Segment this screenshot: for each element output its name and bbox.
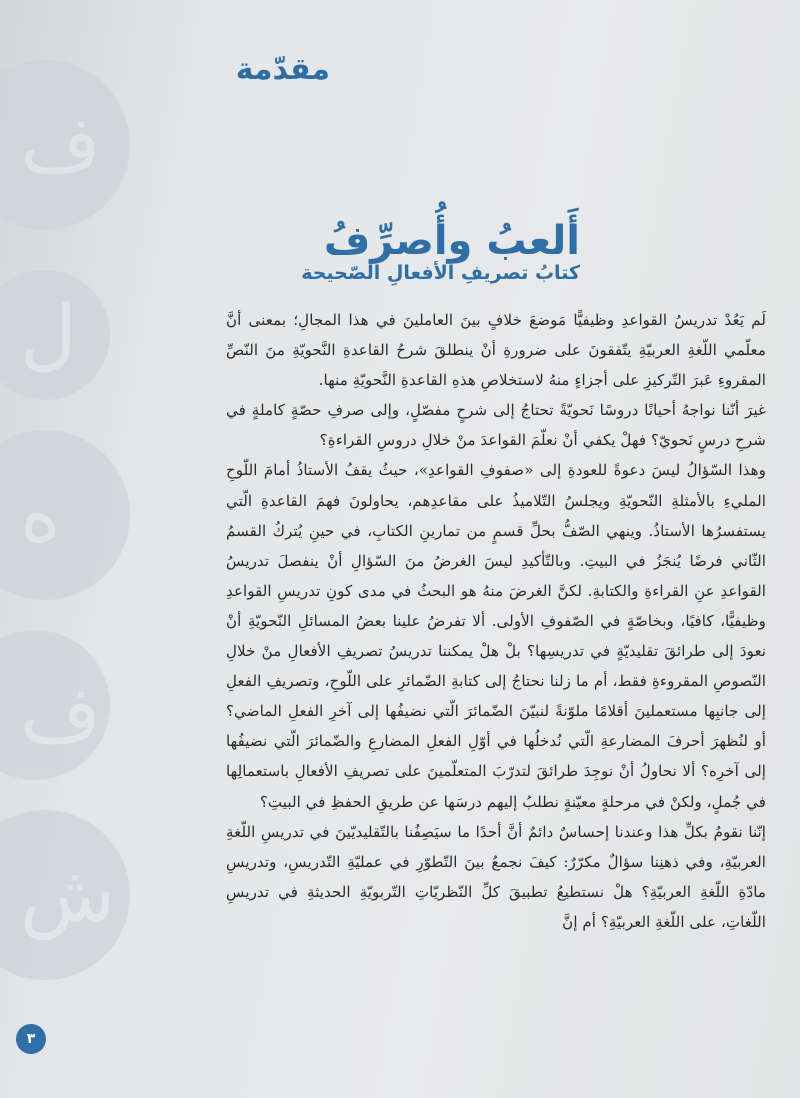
book-title: أَلعبُ وأُصرِّفُ (323, 218, 580, 264)
decorative-letter-circle (0, 810, 130, 980)
paragraph: لَم يَعُدْ تدريسُ القواعدِ وظيفيًّا مَوضعَ خلافٍ بينَ العاملينَ في هذا المجالِ؛ بمعنى أنَّ معلّمي اللّغةِ العربيّةِ يتّفقونَ على ضرورةِ أنْ ينطلقَ شرحُ القاعدةِ النَّحويّةِ منَ النّصِّ المقروءِ عَبرَ التّركيزِ على أجزاءٍ منهُ لاستخلاصِ هذهِ القاعدةِ النَّحويّةِ منها. (226, 311, 766, 390)
decorative-letter-circle (0, 270, 110, 400)
decorative-letter-circle (0, 60, 130, 230)
paragraph: إنّنا نقومُ بكلِّ هذا وعندنا إحساسٌ دائمٌ أنَّ أحدًا ما سيَصِفُنا بالتّقليديّينَ في تدريسِ اللّغةِ العربيّةِ، وفي ذهنِنا سؤالٌ مكرّرٌ: كيفَ نجمعُ بينَ التّطوّرِ في عمليّةِ التّدريسِ، وتدريسِ مادّةِ اللّغةِ العربيّةِ؟ هلْ نستطيعُ تطبيقَ كلِّ النّظريّاتِ التّربويّةِ الحديثةِ في تدريسِ اللّغاتِ، على اللّغةِ العربيّةِ؟ أم إنَّ (226, 822, 766, 931)
introduction-body (226, 305, 766, 937)
decorative-letter: ه (20, 470, 61, 560)
book-subtitle: كتابُ تصريفِ الأفعالِ الصّحيحة (301, 262, 580, 284)
decorative-letter: ل (20, 290, 77, 380)
decorative-letter-circle (0, 630, 110, 780)
decorative-letter: ف (20, 670, 101, 760)
decorative-letter-circle (0, 430, 130, 600)
section-title: مقدّمة (235, 52, 330, 87)
paragraph: غيرَ أنّنا نواجهُ أحيانًا دروسًا نَحويّةً تحتاجُ إلى شرحٍ مفصّلٍ، وإلى صرفِ حصّةٍ كاملةٍ في شرحِ درسٍ نَحويّ؟ فهلْ يكفي أنْ نعلّمَ القواعدَ منْ خلالِ دروسِ القراءةِ؟ (226, 401, 766, 450)
page-number-badge: ٣ (16, 1024, 46, 1054)
paragraph: وهذا السّؤالُ ليسَ دعوةً للعودةِ إلى «صفوفِ القواعدِ»، حيثُ يقفُ الأستاذُ أمامَ اللّوحِ المليءِ بالأمثلةِ النّحويّةِ ويجلسُ التّلاميذُ على مقاعدِهم، يحاولونَ فهمَ القاعدةِ الّتي يستفسرُها الأستاذُ. وينهي الصّفُّ بحلِّ قسمٍ من تمارينِ الكتابِ، في حينِ يُتركُ القسمُ الثّاني فرضًا يُنجَزُ في البيتِ. وبالتّأكيدِ ليسَ الغرضُ منَ السّؤالِ أنْ ينفصلَ تدريسُ القواعدِ عنِ القراءةِ والكتابةِ. لكنَّ الغرضَ منهُ هو البحثُ في مدى كونِ تدريسِ القواعدِ وظيفيًّا، كافيًا، وبخاصّةٍ في الصّفوفِ الأولى. ألا تفرضُ علينا بعضُ المسائلِ النّحويّةِ أنْ نعودَ إلى طرائقَ تقليديّةٍ في تدريسِها؟ بلْ هلْ يمكننا تدريسُ تصريفِ الأفعالِ منْ خلالِ النّصوصِ المقروءةِ فقط، أم ما زلنا نحتاجُ إلى كتابةِ الضّمائرِ على اللّوحِ، وتصريفِ الفعلِ إلى جانبِها مستعملينَ أقلامًا ملوّنةً لنبيّنَ الضّمائرَ الّتي نضيفُها إلى آخرِ الفعلِ الماضي؟ أو لنُظهرَ أحرفَ المضارعةِ الّتي نُدخلُها في أوّلِ الفعلِ المضارعِ والضّمائرَ الّتي نضيفُها إلى آخرِه؟ ألا نحاولُ أنْ نوجِدَ طرائقَ لتدرّبَ المتعلّمينَ على تصريفِ الأفعالِ باستعمالِها في جُملٍ، ولكنْ في مرحلةٍ معيّنةٍ نطلبُ إليهم درسَها عن طريقِ الحفظِ في البيتِ؟ (226, 461, 766, 811)
decorative-letter: ش (20, 850, 116, 940)
decorative-letter: ف (20, 100, 101, 190)
